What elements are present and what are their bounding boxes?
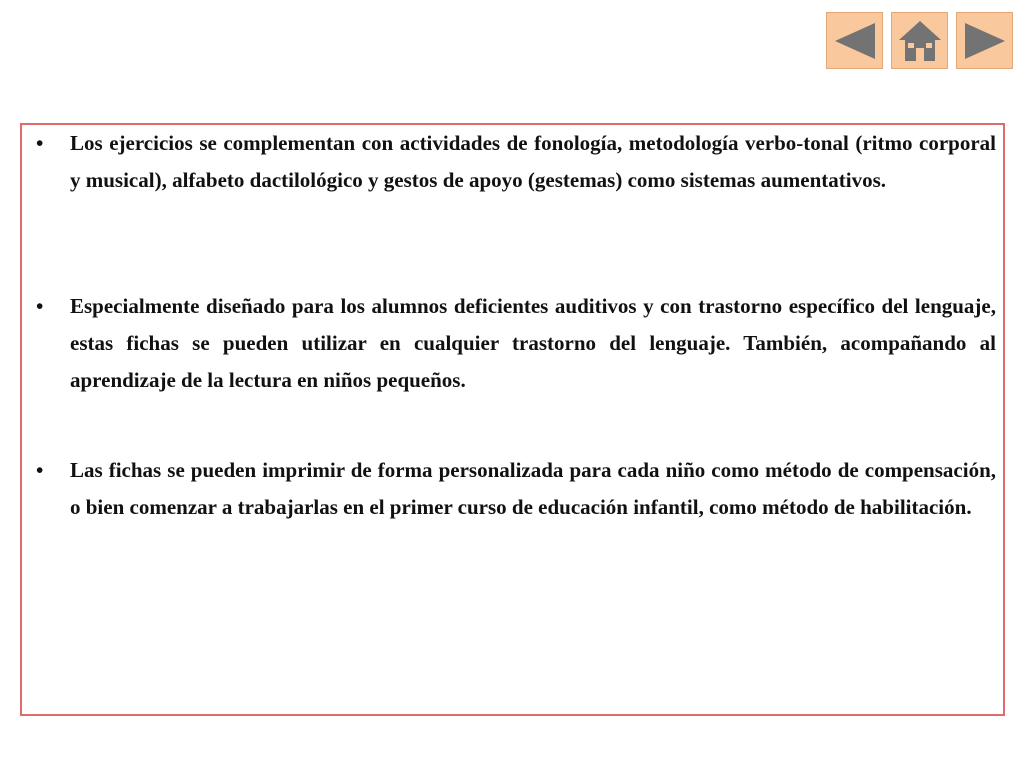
slide-navigation <box>826 12 1013 69</box>
bullet-text: Especialmente diseñado para los alumnos deficientes auditivos y con trastorno específico del lenguaje, estas fichas se pueden utilizar en cualquier trastorno del lenguaje. También, acompañando al aprendizaje de la lectura en niños pequeños. <box>70 294 996 392</box>
list-item <box>36 452 996 526</box>
bullet-marker: • <box>36 294 44 318</box>
bullet-marker: • <box>36 131 44 155</box>
bullet-text: Los ejercicios se complementan con actividades de fonología, metodología verbo-tonal (ritmo corporal y musical), alfabeto dactilológico y gestos de apoyo (gestemas) como sistemas aumentativos. <box>70 131 996 192</box>
home-button[interactable] <box>891 12 948 69</box>
content-box <box>20 123 1005 716</box>
list-item <box>36 288 996 399</box>
bullet-text: Las fichas se pueden imprimir de forma personalizada para cada niño como método de compensación, o bien comenzar a trabajarlas en el primer curso de educación infantil, como método de habilitación. <box>70 458 996 519</box>
right-triangle-icon <box>963 21 1007 61</box>
list-item <box>36 125 996 199</box>
forward-button[interactable] <box>956 12 1013 69</box>
back-button[interactable] <box>826 12 883 69</box>
bullet-marker: • <box>36 458 44 482</box>
left-triangle-icon <box>833 21 877 61</box>
house-icon <box>898 20 942 62</box>
